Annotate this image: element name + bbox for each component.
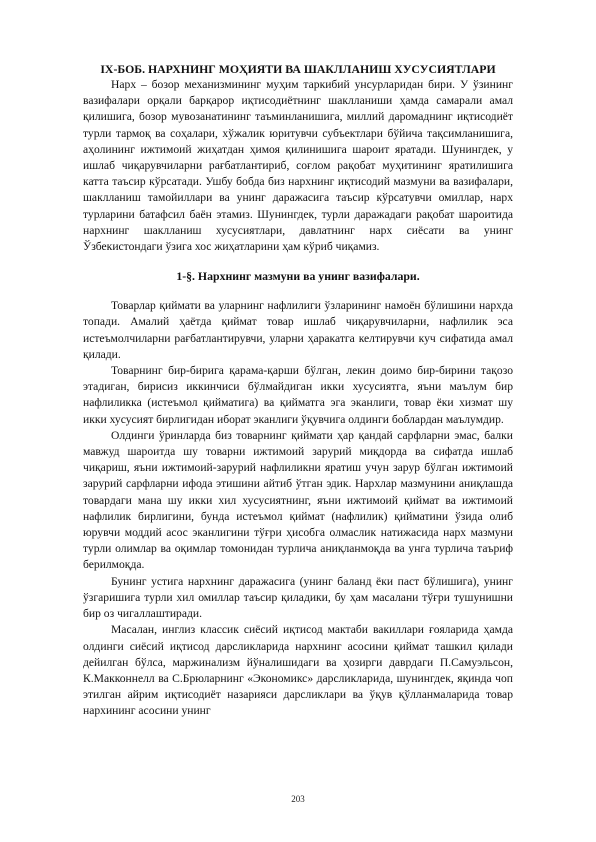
page-content — [83, 62, 513, 720]
chapter-title: IX-БОБ. НАРХНИНГ МОҲИЯТИ ВА ШАКЛЛАНИШ ХУСУСИЯТЛАРИ — [100, 62, 496, 76]
body-paragraph: Бунинг устига нархнинг даражасига (унинг баланд ёки паст бўлишига), унинг ўзгаришига турли хил омиллар таъсир қиладики, бу ҳам масалани тўғри тушунишни бир оз чигаллаштиради. — [83, 574, 513, 621]
page-number: 203 — [291, 794, 305, 804]
body-paragraph: Товарлар қиймати ва уларнинг нафлилиги ўзларининг намоён бўлишини нархда топади. Амалий ҳаётда қиймат товар ишлаб чиқарувчиларни, нафлилик эса истеъмолчиларни рағбатлантирувчи, уларни ҳаракатга келтирувчи куч сифатида амал қилади. — [83, 299, 513, 361]
section-title: 1-§. Нархнинг мазмуни ва унинг вазифалари. — [176, 269, 420, 284]
body-paragraph: Масалан, инглиз классик сиёсий иқтисод мактаби вакиллари ғояларида ҳамда олдинги сиёсий иқтисод дарсликларида нархнинг асосини қиймат ташкил қилади дейилган бўлса, маржинализм йўналишидаги ва ҳозирги даврдаги П.Самуэльсон, К.Макконнелл ва С.Брюларнинг «Экономикс» дарсликларида, шунингдек, яқинда чоп этилган айрим иқтисодиёт назарияси дарсликлари ва ўқув қўлланмаларида товар нархининг асосини унинг — [83, 623, 513, 718]
chapter-intro-paragraph: Нарх – бозор механизмининг муҳим таркибий унсурларидан бири. У ўзининг вазифалари орқали барқарор иқтисодиётнинг шаклланиши ҳамда самарали амал қилишига, бозор мувозанатининг таъминланишига, миллий даромаднинг иқтисодиёт турли тармоқ ва соҳалари, хўжалик юритувчи субъектлари бўйича тақсимланишига, аҳолининг ижтимоий жиҳатдан ҳимоя қилинишига шароит яратади. Шунингдек, у ишлаб чиқарувчиларни рағбатлантириб, соғлом рақобат муҳитининг яратилишига катта таъсир кўрсатади. Ушбу бобда биз нархнинг иқтисодий мазмуни ва вазифалари, шаклланиш тамойиллари ва унинг даражасига таъсир кўрсатувчи омиллар, нарх турларини батафсил баён этамиз. Шунингдек, турли даражадаги рақобат шароитида нархнинг шаклланиш хусусиятлари, давлатнинг нарх сиёсати ва унинг Ўзбекистондаги ўзига хос жиҳатларини ҳам кўриб чиқамиз. — [83, 78, 513, 254]
body-paragraph: Олдинги ўринларда биз товарнинг қиймати ҳар қандай сарфларни эмас, балки мавжуд шароитда шу товарни ижтимоий зарурий миқдорда ва сифатда ишлаб чиқариш, яъни ижтимоий-зарурий нафлиликни яратиш учун зарур бўлган ижтимоий зарурий сарфларни ифода этишини айтиб ўтган эдик. Нархлар мазмунини аниқлашда товардаги мана шу икки хил хусусиятнинг, яъни ижтимоий қиймат ва ижтимоий нафлилик бирлигини, бунда истеъмол қиймат (нафлилик) қийматини ўзида олиб юрувчи моддий асос эканлигини тўғри ҳисобга олмаслик натижасида нарх мазмуни турли олимлар ва оқимлар томонидан турлича аниқланмоқда ва унга турлича таъриф берилмоқда. — [83, 428, 513, 572]
body-paragraph: Товарнинг бир-бирига қарама-қарши бўлган, лекин доимо бир-бирини тақозо этадиган, бирисиз иккинчиси бўлмайдиган икки хусусиятга, яъни маълум бир нафлиликка (истеъмол қийматига) ва қийматга эга эканлиги, товар ёки хизмат шу икки хусусият бирлигидан иборат эканлиги ўқувчига олдинги боблардан маълумдир. — [83, 364, 513, 426]
